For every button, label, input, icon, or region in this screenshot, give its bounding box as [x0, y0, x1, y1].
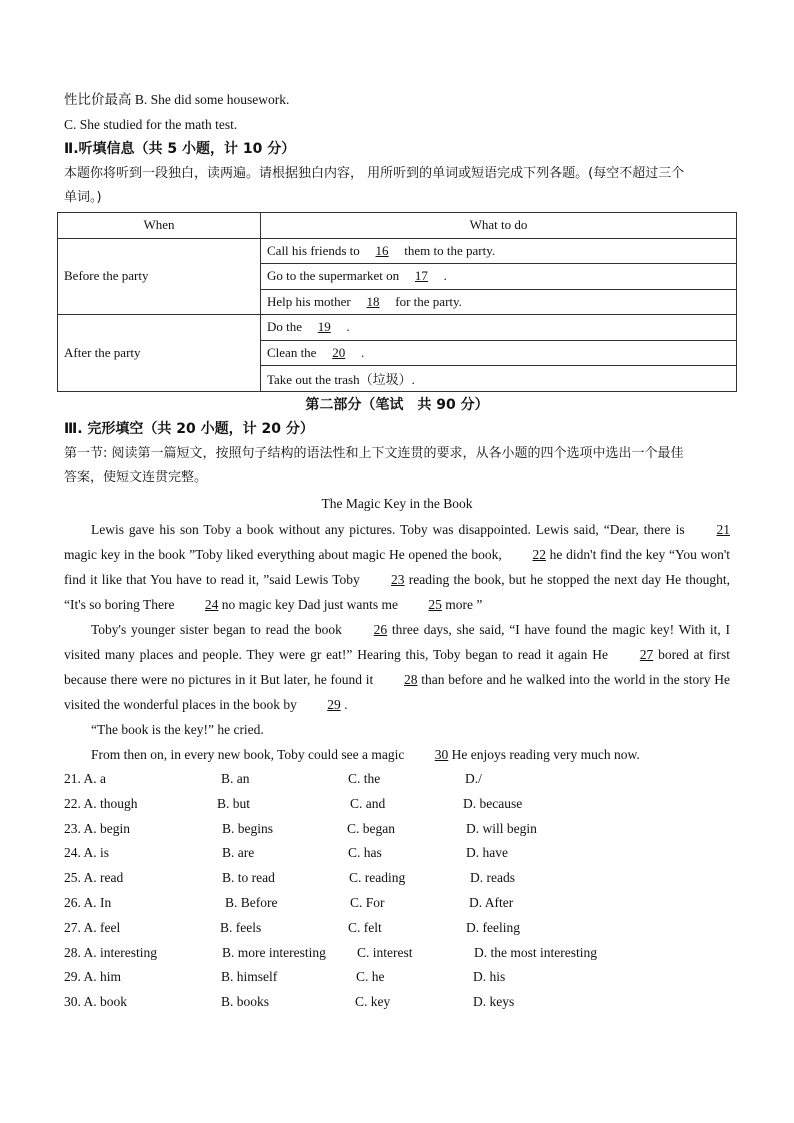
blank-27[interactable]: 27: [639, 647, 654, 662]
option-29-d[interactable]: D. his: [473, 969, 506, 985]
option-25-d[interactable]: D. reads: [470, 870, 515, 886]
blank-25[interactable]: 25: [428, 597, 442, 612]
table-cell-task: Call his friends to 16 them to the party.: [261, 238, 737, 264]
option-29-c[interactable]: C. he: [356, 969, 385, 985]
section-2-instructions-cont: 单词。): [64, 190, 102, 205]
option-21-d[interactable]: D./: [465, 771, 482, 786]
blank-29[interactable]: 29: [327, 697, 341, 712]
question-row-28: [64, 943, 704, 963]
blank-18[interactable]: 18: [366, 293, 380, 309]
option-29-b[interactable]: B. himself: [221, 969, 278, 985]
table-cell-before-party: Before the party: [58, 238, 261, 315]
option-30-a[interactable]: 30. A. book: [64, 994, 128, 1010]
table-cell-task: Go to the supermarket on 17 .: [261, 264, 737, 290]
question-row-23: [64, 819, 704, 839]
table-cell-task: Take out the trash（垃圾）.: [261, 366, 737, 392]
option-25-a[interactable]: 25. A. read: [64, 870, 124, 886]
section-3-instructions-cont: 答案，使短文连贯完整。: [64, 470, 208, 485]
option-24-c[interactable]: C. has: [348, 845, 382, 861]
question-row-27: [64, 918, 704, 938]
blank-16[interactable]: 16: [375, 242, 389, 258]
blank-20[interactable]: 20: [332, 344, 346, 360]
table-cell-task: Do the 19 .: [261, 315, 737, 341]
option-27-c[interactable]: C. felt: [348, 919, 382, 935]
question-row-26: [64, 893, 704, 913]
answer-option-line: C. She studied for the math test.: [64, 117, 238, 132]
option-28-d[interactable]: D. the most interesting: [474, 944, 597, 960]
option-21-a[interactable]: 21. A. a: [64, 771, 106, 786]
option-24-a[interactable]: 24. A. is: [64, 845, 110, 861]
option-29-a[interactable]: 29. A. him: [64, 969, 122, 985]
answer-option-line: 性比价最高 B. She did some housework.: [64, 92, 290, 107]
question-row-22: [64, 794, 704, 814]
option-27-a[interactable]: 27. A. feel: [64, 919, 121, 935]
option-25-c[interactable]: C. reading: [349, 870, 406, 886]
option-21-c[interactable]: C. the: [348, 771, 381, 786]
option-22-b[interactable]: B. but: [217, 795, 251, 811]
option-28-a[interactable]: 28. A. interesting: [64, 944, 157, 960]
option-22-c[interactable]: C. and: [350, 795, 386, 811]
story-paragraph-2: Toby's younger sister began to read the book 26 three days, she said, “I have found the magic key! With it, I visited many places and people. They were gr eat!” Hearing this, Toby began to read it again He 27 bored at first because there were no pictures in it But later, he found it 28 than before and he walked into the world in the story He visited the wonderful places in the book by 29 .: [64, 617, 730, 717]
section-2-instructions: 本题你将听到一段独白，读两遍。请根据独白内容， 用所听到的单词或短语完成下列各题。(每空不超过三个: [64, 166, 685, 181]
option-27-d[interactable]: D. feeling: [466, 919, 520, 935]
option-23-a[interactable]: 23. A. begin: [64, 820, 130, 836]
blank-28[interactable]: 28: [404, 672, 418, 687]
option-23-c[interactable]: C. began: [347, 820, 395, 836]
option-22-a[interactable]: 22. A. though: [64, 795, 138, 811]
option-24-d[interactable]: D. have: [466, 845, 508, 861]
table-cell-after-party: After the party: [58, 315, 261, 392]
option-30-c[interactable]: C. key: [355, 994, 391, 1010]
question-row-21: [64, 769, 704, 789]
option-24-b[interactable]: B. are: [222, 845, 255, 861]
story-paragraph-3: “The book is the key!” he cried.: [91, 722, 264, 737]
part-2-title: 第二部分（笔试 共 90 分）: [305, 397, 489, 413]
question-row-30: [64, 992, 704, 1012]
question-row-24: [64, 843, 704, 863]
blank-24[interactable]: 24: [204, 597, 219, 612]
blank-26[interactable]: 26: [373, 622, 388, 637]
option-26-d[interactable]: D. After: [469, 895, 514, 910]
blank-22[interactable]: 22: [532, 547, 546, 562]
option-25-b[interactable]: B. to read: [222, 870, 275, 886]
section-3-instructions: 第一节: 阅读第一篇短文，按照句子结构的语法性和上下文连贯的要求，从各小题的四个选项中选出一个最佳: [64, 446, 684, 461]
blank-23[interactable]: 23: [391, 572, 405, 587]
option-26-c[interactable]: C. For: [350, 895, 385, 910]
option-26-a[interactable]: 26. A. In: [64, 895, 112, 910]
listening-table: [57, 212, 737, 392]
option-30-d[interactable]: D. keys: [473, 994, 515, 1010]
blank-30[interactable]: 30: [434, 747, 449, 762]
question-row-29: [64, 967, 704, 987]
option-23-d[interactable]: D. will begin: [466, 820, 537, 836]
table-cell-task: Help his mother 18 for the party.: [261, 289, 737, 315]
option-23-b[interactable]: B. begins: [222, 820, 274, 836]
question-row-25: [64, 868, 704, 888]
table-header-what: What to do: [261, 213, 737, 239]
table-header-when: When: [58, 213, 261, 239]
section-2-title: Ⅱ.听填信息（共 5 小题，计 10 分）: [64, 141, 296, 157]
option-30-b[interactable]: B. books: [221, 994, 270, 1010]
blank-21[interactable]: 21: [716, 522, 730, 537]
option-22-d[interactable]: D. because: [463, 795, 523, 811]
table-cell-task: Clean the 20 .: [261, 340, 737, 366]
option-28-b[interactable]: B. more interesting: [222, 944, 326, 960]
option-27-b[interactable]: B. feels: [220, 919, 262, 935]
option-26-b[interactable]: B. Before: [225, 895, 278, 910]
section-3-title: Ⅲ. 完形填空（共 20 小题，计 20 分）: [64, 421, 314, 437]
story-paragraph-4: From then on, in every new book, Toby could see a magic 30 He enjoys reading very much now.: [64, 742, 730, 767]
option-21-b[interactable]: B. an: [221, 771, 250, 786]
story-paragraph-1: Lewis gave his son Toby a book without any pictures. Toby was disappointed. Lewis said, “Dear, there is 21 magic key in the book ”Toby liked everything about magic He opened the book, 22 he didn't find the key “You won't find it like that You have to read it, ”said Lewis Toby 23 reading the book, but he stopped the next day He thought, “It's so boring There 24 no magic key Dad just wants me 25 more ”: [64, 517, 730, 617]
blank-17[interactable]: 17: [414, 268, 428, 284]
option-28-c[interactable]: C. interest: [357, 944, 413, 960]
story-title: The Magic Key in the Book: [321, 496, 473, 511]
blank-19[interactable]: 19: [317, 319, 331, 335]
